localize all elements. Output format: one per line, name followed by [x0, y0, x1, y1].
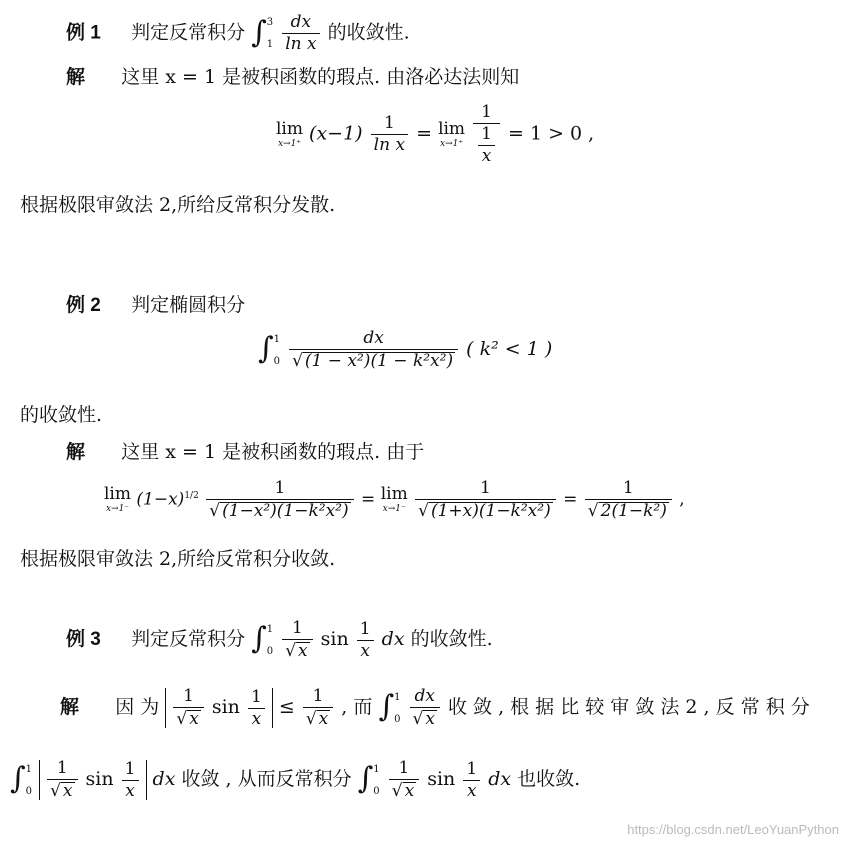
- example-2-label: 例 2: [66, 295, 101, 316]
- example-3-statement: 例 3 判定反常积分 ∫1 0 $\frac{1}{√ x}$ sin $\frac{1}{x}$ dx 的收敛性.: [66, 618, 493, 661]
- example-2-integral: ∫1 0 $\frac{dx}{\text{√ (1 − x²)(1 − k²x²)}}$ ( k² < 1 ): [258, 328, 553, 371]
- integral-sign: ∫: [251, 14, 267, 50]
- solution-1-intro: [66, 68, 519, 87]
- example-1-label: 例 1: [66, 22, 101, 44]
- example-2-statement: 例 2 判定椭圆积分: [66, 294, 246, 316]
- solution-3-line-1: 解 因 为 $\frac{1}{√ x}$ sin $\frac{1}{x}$ ≤ $\frac{1}{√ x}$ , 而 ∫1 0 $\frac{dx}{√ x}$ 收 敛 , 根 据 比 较 审 敛 法 2 , 反 常 积 分: [60, 686, 810, 729]
- watermark: https://blog.csdn.net/LeoYuanPython: [627, 822, 839, 837]
- solution-1-label: 解: [66, 67, 86, 88]
- example-1-text: 判定反常积分: [131, 21, 246, 44]
- int-upper: 3: [266, 17, 274, 28]
- solution-1-formula: lim x→1⁺ (x−1) $\frac{1}{\text{ln x}}$ = lim x→1⁺ $\frac{1}{\frac{1}{x}}$ = 1 > 0 ,: [276, 102, 595, 166]
- example-2-suffix: 的收敛性.: [20, 404, 103, 426]
- solution-3-line-2: ∫1 0 $\frac{1}{√ x}$ sin $\frac{1}{x}$ dx 收敛 , 从而反常积分 ∫1 0 $\frac{1}{√ x}$ sin $\frac{1}{x}$ dx 也收敛.: [10, 758, 581, 801]
- solution-1-text: 这里 x = 1 是被积函数的瑕点. 由洛必达法则知: [121, 66, 520, 88]
- example-1-suffix: 的收敛性.: [327, 21, 410, 44]
- example-1-statement: [66, 14, 410, 53]
- solution-2-intro: 解 这里 x = 1 是被积函数的瑕点. 由于: [66, 441, 425, 463]
- example-1-fraction: $\frac{dx}{\text{ln x}}$: [282, 14, 319, 53]
- solution-2-conclusion: 根据极限审敛法 2,所给反常积分收敛.: [20, 548, 336, 570]
- int-lower: 1: [266, 39, 274, 50]
- solution-1-conclusion: 根据极限审敛法 2,所给反常积分发散.: [20, 194, 336, 216]
- solution-2-formula: lim x→1⁻ $(1-x)^{1/2}$ $\frac{1}{\text{√ (1−x²)(1−k²x²)}}$ = lim x→1⁻ $\frac{1}{\text{√ (1+x)(1−k²x²)}}$ = $\frac{1}{\text{√ 2(1−k²)}}$ ,: [104, 478, 685, 521]
